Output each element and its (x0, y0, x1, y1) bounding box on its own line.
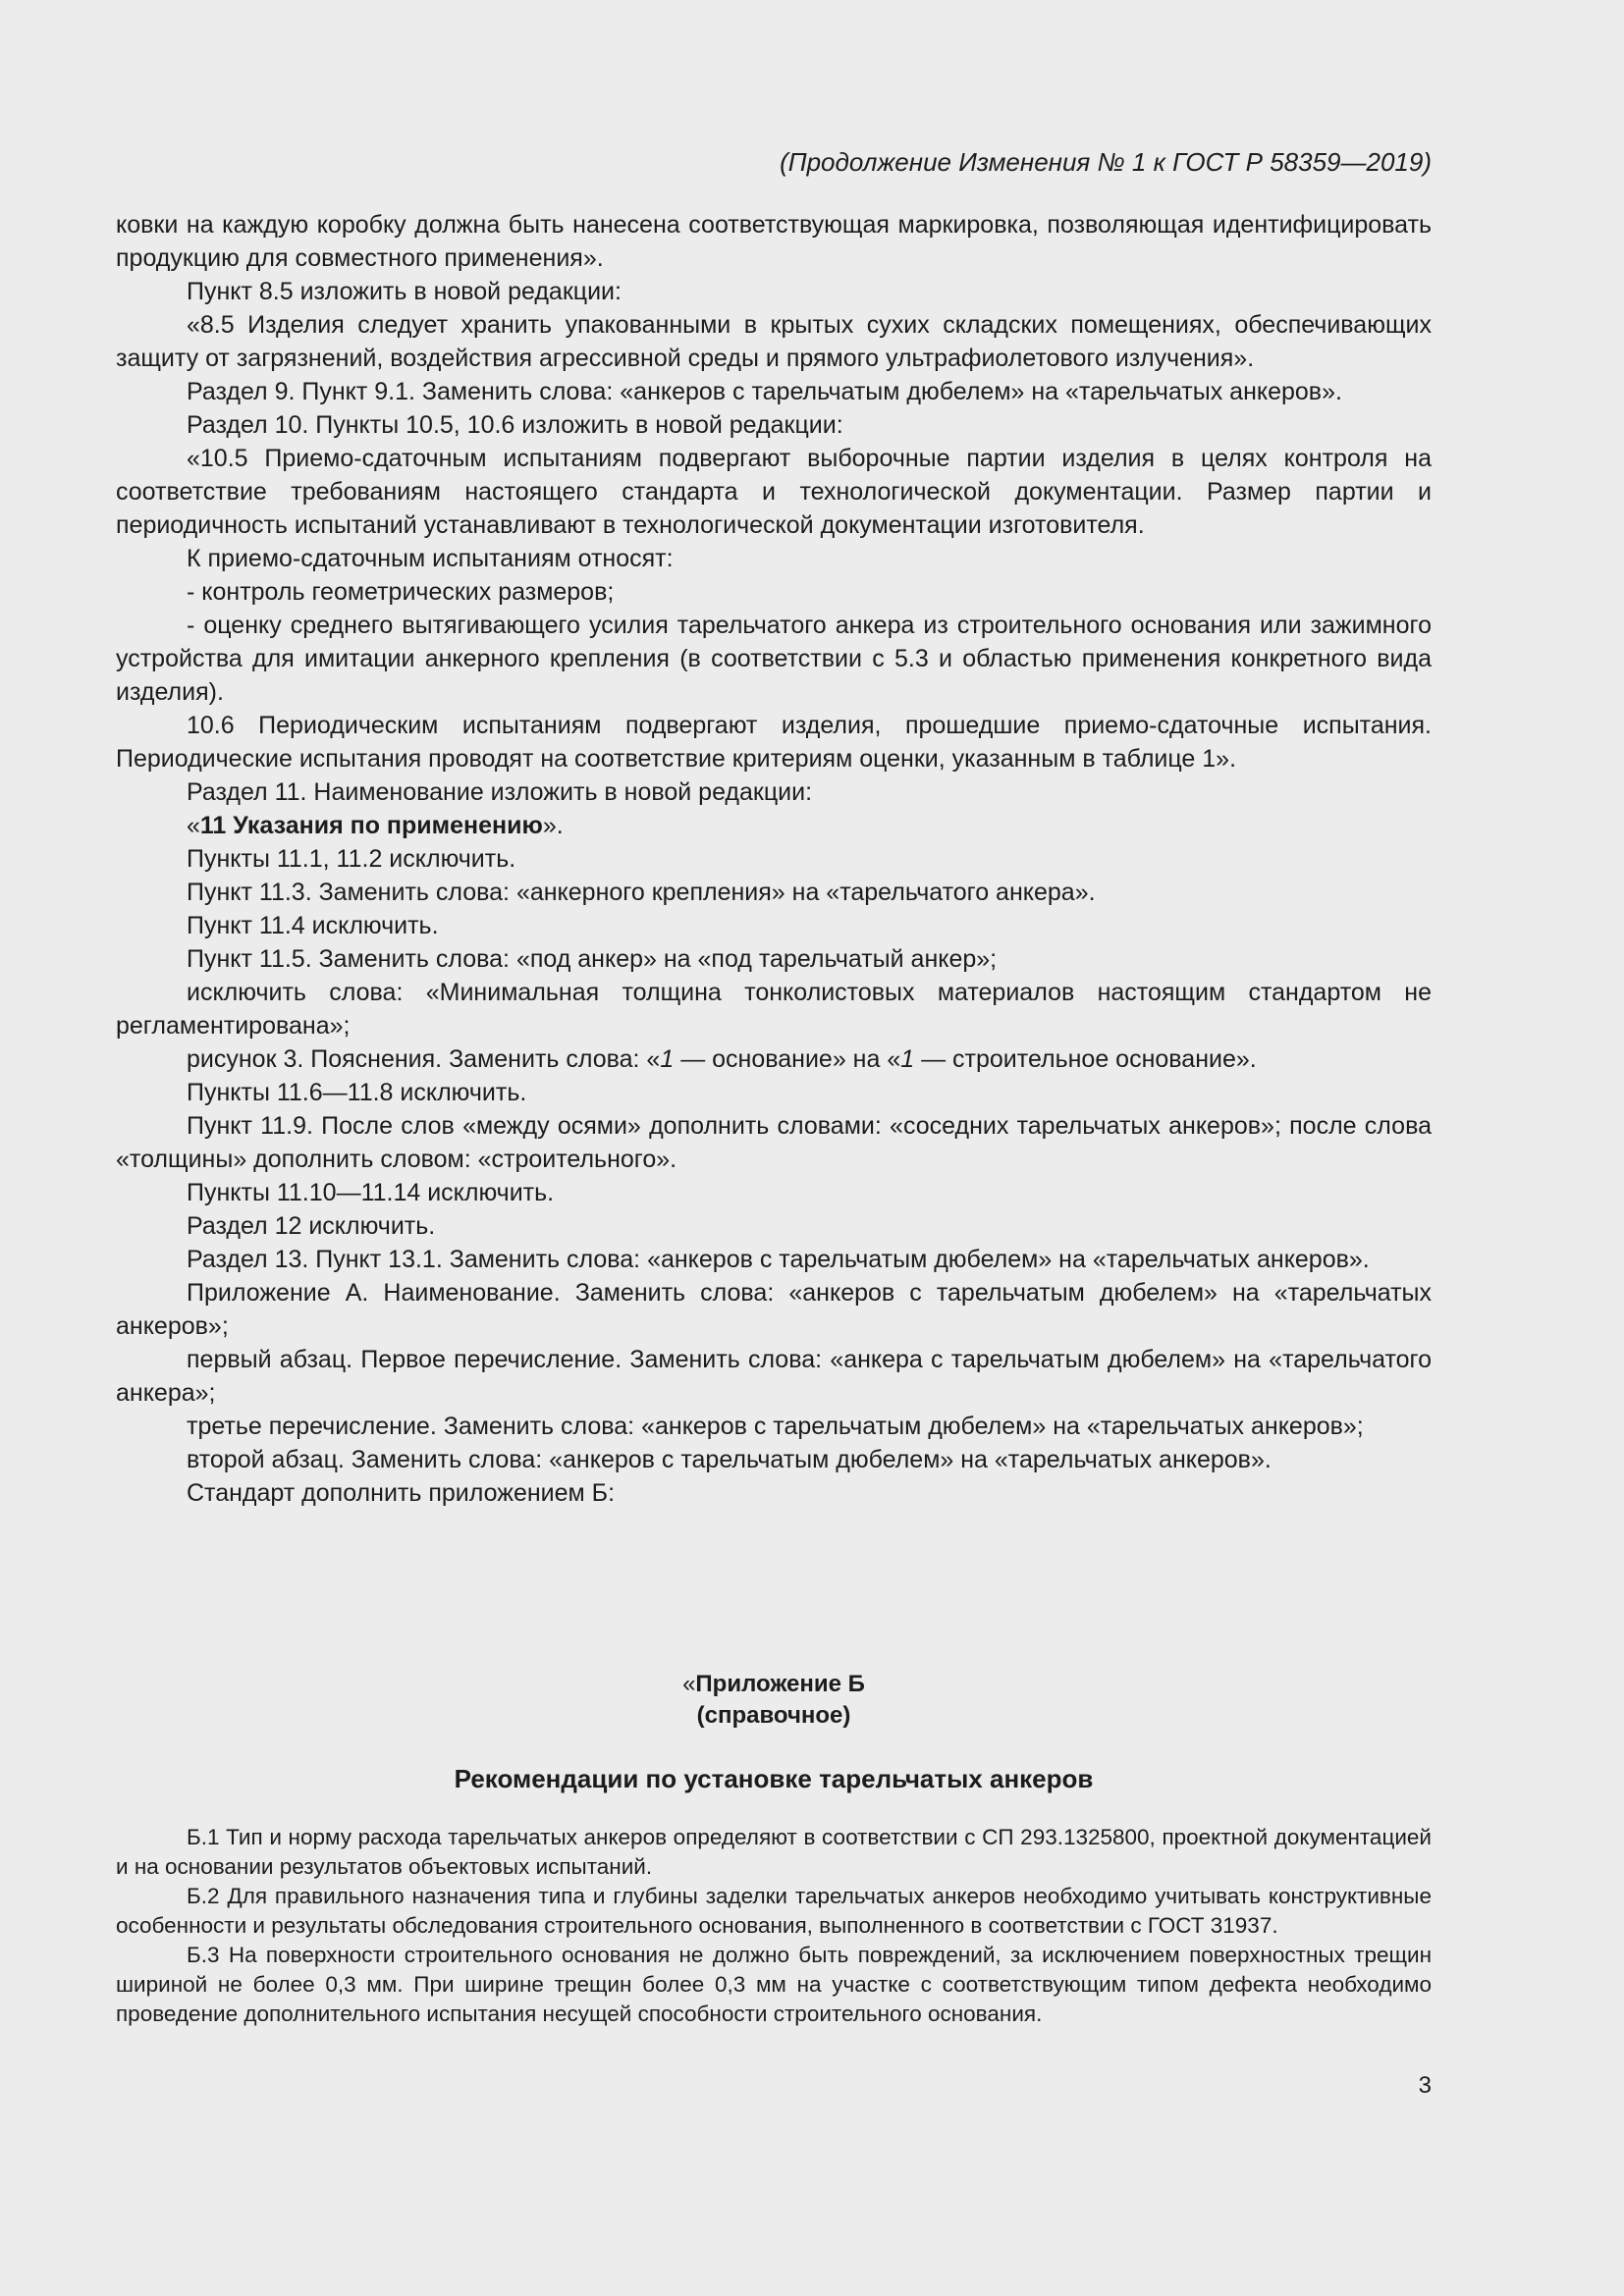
paragraph: Стандарт дополнить приложением Б: (187, 1479, 616, 1507)
section-heading-line (116, 809, 1432, 842)
paragraph: исключить слова: «Минимальная толщина тонколистовых материалов настоящим стандартом не регламентирована»; (116, 979, 1432, 1040)
paragraph: Пункт 8.5 изложить в новой редакции: (187, 278, 622, 305)
paragraph: «8.5 Изделия следует хранить упакованными в крытых сухих складских помещениях, обеспечивающих защиту от загрязнений, воздействия агрессивной среды и прямого ультрафиолетового излучения». (116, 311, 1432, 372)
running-header: (Продолжение Изменения № 1 к ГОСТ Р 58359—2019) (780, 147, 1432, 177)
list-item: - контроль геометрических размеров; (187, 578, 615, 606)
section-heading: 11 Указания по применению (199, 812, 543, 839)
close-quote: ». (542, 812, 564, 839)
figure-note-line (116, 1042, 1432, 1076)
appendix-title (116, 1669, 1432, 1700)
appendix-paragraph: Б.1 Тип и норму расхода тарельчатых анкеров определяют в соответствии с СП 293.1325800, проектной документацией и на основании результатов объектовых испытаний. (116, 1825, 1432, 1879)
text-run: — основание» на « (674, 1045, 901, 1073)
paragraph: Пункт 11.3. Заменить слова: «анкерного крепления» на «тарельчатого анкера». (187, 879, 1096, 906)
paragraph: Приложение А. Наименование. Заменить слова: «анкеров с тарельчатым дюбелем» на «тарельчатых анкеров»; (116, 1279, 1432, 1340)
paragraph: второй абзац. Заменить слова: «анкеров с тарельчатым дюбелем» на «тарельчатых анкеров». (187, 1446, 1272, 1473)
paragraph: Пункты 11.10—11.14 исключить. (187, 1179, 555, 1206)
paragraph: ковки на каждую коробку должна быть нанесена соответствующая маркировка, позволяющая идентифицировать продукцию для совместного применения». (116, 211, 1432, 272)
open-quote: « (187, 812, 200, 839)
paragraph: Раздел 11. Наименование изложить в новой редакции: (187, 778, 813, 806)
paragraph: Раздел 9. Пункт 9.1. Заменить слова: «анкеров с тарельчатым дюбелем» на «тарельчатых анкеров». (187, 378, 1342, 405)
paragraph: третье перечисление. Заменить слова: «анкеров с тарельчатым дюбелем» на «тарельчатых анкеров»; (187, 1413, 1364, 1440)
paragraph: Пункты 11.1, 11.2 исключить. (187, 845, 516, 873)
document-body (116, 208, 1432, 1510)
appendix-title-text: Приложение Б (695, 1671, 865, 1697)
appendix-paragraph: Б.2 Для правильного назначения типа и глубины заделки тарельчатых анкеров необходимо учитывать конструктивные особенности и результаты обследования строительного основания, выполненного в соответствии с ГОСТ 31937. (116, 1884, 1432, 1938)
italic-number: 1 (660, 1045, 675, 1073)
appendix-paragraph: Б.3 На поверхности строительного основания не должно быть повреждений, за исключением поверхностных трещин шириной не более 0,3 мм. При ширине трещин более 0,3 мм на участке с соответствующим типом дефекта необходимо проведение дополнительного испытания несущей способности строительного основания. (116, 1943, 1432, 2026)
open-quote: « (682, 1671, 696, 1697)
paragraph: Пункт 11.5. Заменить слова: «под анкер» на «под тарельчатый анкер»; (187, 945, 998, 973)
paragraph: Пункт 11.9. После слов «между осями» дополнить словами: «соседних тарельчатых анкеров»; после слова «толщины» дополнить словом: «строительного». (116, 1112, 1432, 1173)
paragraph: Раздел 12 исключить. (187, 1212, 436, 1240)
italic-number: 1 (900, 1045, 915, 1073)
list-item: - оценку среднего вытягивающего усилия тарельчатого анкера из строительного основания или зажимного устройства для имитации анкерного крепления (в соответствии с 5.3 и областью применения конкретного вида изделия). (116, 612, 1432, 706)
paragraph: Раздел 13. Пункт 13.1. Заменить слова: «анкеров с тарельчатым дюбелем» на «тарельчатых анкеров». (187, 1246, 1370, 1273)
paragraph: 10.6 Периодическим испытаниям подвергают изделия, прошедшие приемо-сдаточные испытания. Периодические испытания проводят на соответствие критериям оценки, указанным в таблице 1». (116, 712, 1432, 773)
page-number: 3 (1418, 2072, 1432, 2099)
paragraph: К приемо-сдаточным испытаниям относят: (187, 545, 674, 572)
appendix-subtitle: (справочное) (696, 1702, 851, 1729)
text-run: рисунок 3. Пояснения. Заменить слова: « (187, 1045, 661, 1073)
paragraph: первый абзац. Первое перечисление. Заменить слова: «анкера с тарельчатым дюбелем» на «тарельчатого анкера»; (116, 1346, 1432, 1407)
appendix-heading: Рекомендации по установке тарельчатых анкеров (454, 1764, 1094, 1793)
text-run: — строительное основание». (914, 1045, 1257, 1073)
paragraph: Пункты 11.6—11.8 исключить. (187, 1079, 527, 1106)
paragraph: «10.5 Приемо-сдаточным испытаниям подвергают выборочные партии изделия в целях контроля на соответствие требованиям настоящего стандарта и технологической документации. Размер партии и периодичность испытаний устанавливают в технологической документации изготовителя. (116, 445, 1432, 539)
paragraph: Пункт 11.4 исключить. (187, 912, 439, 939)
paragraph: Раздел 10. Пункты 10.5, 10.6 изложить в новой редакции: (187, 411, 843, 439)
appendix-body (116, 1823, 1432, 2029)
